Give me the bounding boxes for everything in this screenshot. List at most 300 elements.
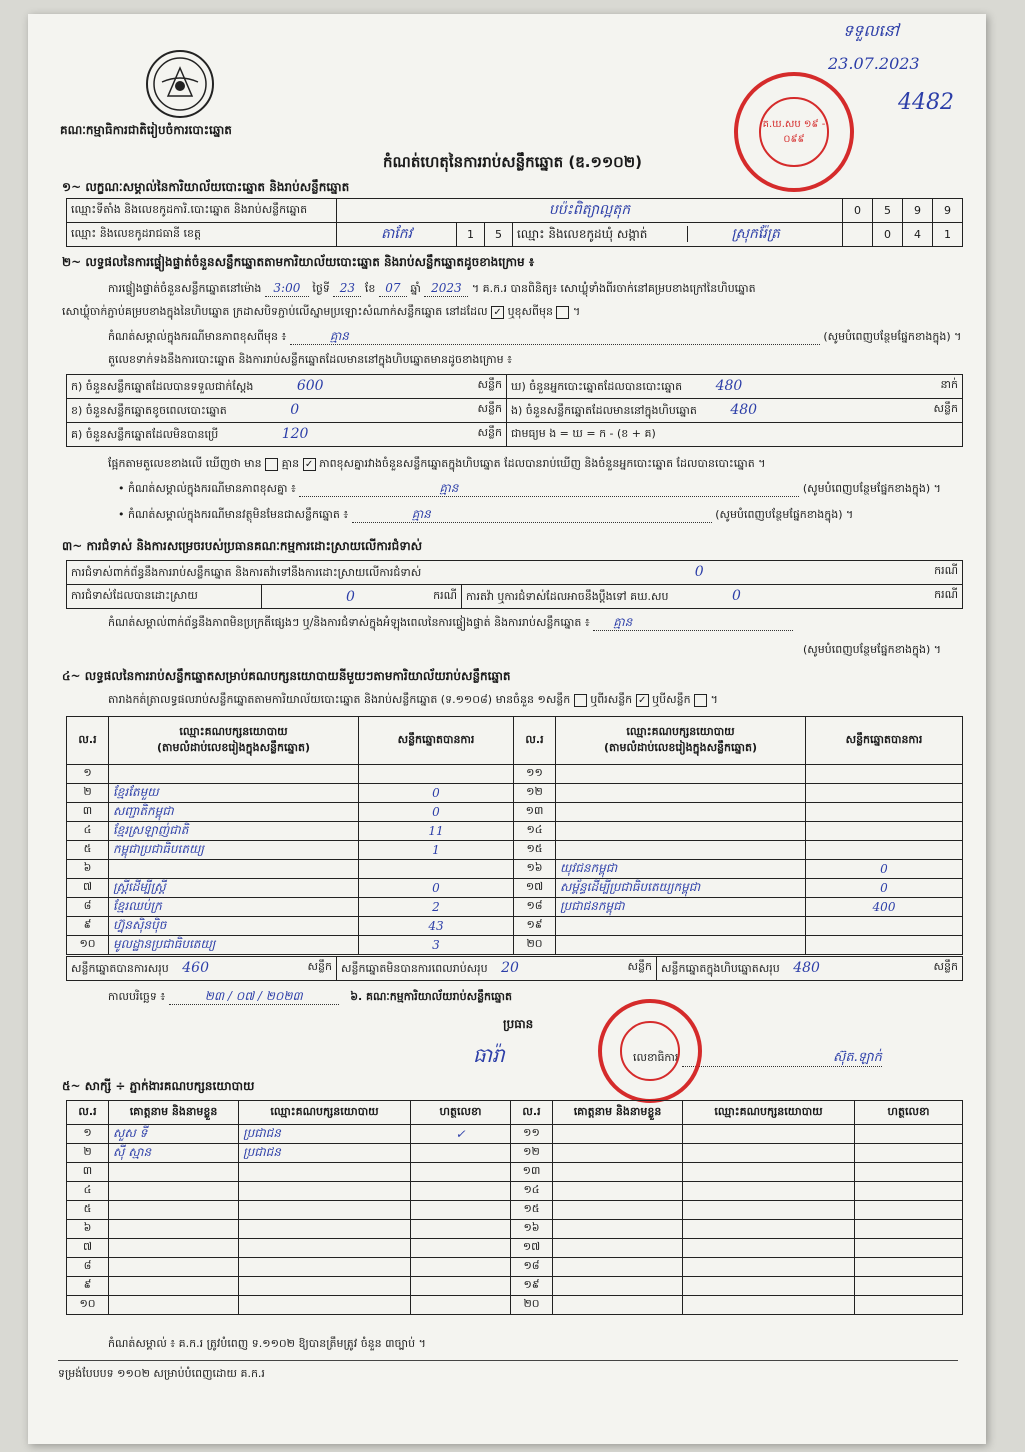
- witness-no: ១៧: [511, 1239, 553, 1258]
- figure-value: 600: [296, 377, 324, 394]
- result-votes: 11: [359, 822, 514, 841]
- witness-sign: [855, 1163, 963, 1182]
- witness-name: [109, 1163, 239, 1182]
- result-party: [109, 765, 359, 784]
- col-sign: ហត្ថលេខា: [411, 1101, 511, 1125]
- col-party-sub: (តាមលំដាប់លេខរៀងក្នុងសន្លឹកឆ្នោត): [604, 740, 757, 754]
- witness-sign: [411, 1182, 511, 1201]
- result-votes: 400: [806, 898, 963, 917]
- result-votes: [359, 860, 514, 879]
- figure-unit: សន្លឹក: [477, 401, 502, 415]
- result-party: ខ្មែរស្រឡាញ់ជាតិ: [109, 822, 359, 841]
- col-party: ឈ្មោះគណបក្សនយោបាយ: [239, 1101, 411, 1125]
- table-row: [67, 1220, 963, 1239]
- witness-name: [553, 1201, 683, 1220]
- witness-name: [109, 1239, 239, 1258]
- col-no: ល.រ: [67, 717, 109, 765]
- witness-party: ប្រជាជន: [239, 1144, 411, 1163]
- witness-sign: [855, 1220, 963, 1239]
- witness-no: ៣: [67, 1163, 109, 1182]
- no-difference-label: គ្មាន: [281, 457, 300, 470]
- handwritten-receipt-date: 23.07.2023: [828, 54, 920, 73]
- result-no: ១: [67, 765, 109, 784]
- witness-sign: [855, 1182, 963, 1201]
- official-stamp-top: [734, 72, 854, 192]
- no-difference-checkbox[interactable]: ✓: [303, 458, 316, 471]
- witness-no: ១៥: [511, 1201, 553, 1220]
- col-no: ល.រ: [67, 1101, 109, 1125]
- result-votes: 43: [359, 917, 514, 936]
- witness-table: [66, 1100, 963, 1315]
- col-party-title: ឈ្មោះគណបក្សនយោបាយ: [179, 724, 288, 738]
- result-no: ៥: [67, 841, 109, 860]
- commune-code-digit: 0: [873, 223, 903, 247]
- witness-sign: [411, 1258, 511, 1277]
- figure-unit: សន្លឹក: [477, 377, 502, 391]
- table-row: [67, 803, 963, 822]
- changed-checkbox[interactable]: [556, 306, 569, 319]
- witness-sign: ✓: [411, 1125, 511, 1144]
- three-sheets-label: ឬបីសន្លឹក: [652, 693, 691, 706]
- verification-line2: សោឃ្លុំចាក់ភ្ជាប់គម្របខាងក្នុងនៃហិបឆ្នោត ក្រដាសបិទភ្ជាប់លើស្នាមប្រឡោះសំណាក់សន្លឹកឆ្នោត នៅដដែល ✓ ឬខុសពីមុន ។: [62, 305, 581, 318]
- verification-day: 23: [333, 280, 361, 297]
- total-box-value: 480: [793, 959, 820, 976]
- section3-title: ៣~ ការជំទាស់ និងការសម្រេចរបស់ប្រធានគណៈកម្មការដោះស្រាយលើការជំទាស់: [62, 539, 423, 553]
- figure-unit: សន្លឹក: [477, 425, 502, 439]
- official-stamp-bottom: [598, 999, 702, 1103]
- objection-row-1: [67, 561, 963, 585]
- witness-party: [239, 1258, 411, 1277]
- section2-title: ២~ លទ្ធផលនៃការផ្ទៀងផ្ទាត់ចំនួនសន្លឹកឆ្នោតតាមការិយាល័យបោះឆ្នោត និងរាប់សន្លឹកឆ្នោតដូចខាងក្រោម ៖: [62, 255, 535, 269]
- result-votes: 0: [359, 784, 514, 803]
- witness-party: [683, 1296, 855, 1315]
- station-code-digit: 5: [873, 199, 903, 223]
- col-votes: សន្លឹកឆ្នោតបានការ: [359, 717, 514, 765]
- section4-title: ៤~ លទ្ធផលនៃការរាប់សន្លឹកឆ្នោតសម្រាប់គណបក្សនយោបាយនីមួយៗតាមការិយាល័យរាប់សន្លឹកឆ្នោត: [62, 669, 511, 683]
- table-row: [67, 1201, 963, 1220]
- witness-sign: [411, 1220, 511, 1239]
- witness-no: ១១: [511, 1125, 553, 1144]
- irregularities-note: [108, 614, 793, 631]
- result-no: ៦: [67, 860, 109, 879]
- date-value: ២៣ / ០៧ / ២០២៣: [169, 988, 339, 1005]
- result-party: ខ្មែរតែមួយ: [109, 784, 359, 803]
- witness-sign: [855, 1201, 963, 1220]
- bullet-note-2: [118, 506, 853, 523]
- witness-party: [683, 1182, 855, 1201]
- secretary-name: ស៊ុត.ឡាក់: [682, 1050, 882, 1067]
- station-code-digit: 9: [903, 199, 933, 223]
- result-no: ៨: [67, 898, 109, 917]
- result-party: [556, 822, 806, 841]
- resolved-unit: ករណី: [433, 588, 457, 602]
- footer-rule: [58, 1360, 958, 1361]
- total-valid-cell: [67, 957, 337, 981]
- result-party: [556, 765, 806, 784]
- province-code-digit: 1: [457, 223, 485, 247]
- stamp-bottom-inner: [620, 1021, 680, 1081]
- discrepancy-text: ផ្អែកតាមតួលេខខាងលើ ឃើញថា មាន: [108, 457, 262, 470]
- total-invalid-unit: សន្លឹក: [627, 959, 652, 973]
- table-row: [67, 1125, 963, 1144]
- total-box-cell: [657, 957, 963, 981]
- witness-party: [683, 1239, 855, 1258]
- result-party: កម្ពុជាប្រជាធិបតេយ្យ: [109, 841, 359, 860]
- total-invalid-value: 20: [501, 959, 519, 976]
- emblem-icon: [148, 52, 212, 116]
- witness-name: ស៊ី ស្មាន: [109, 1144, 239, 1163]
- witness-name: [553, 1239, 683, 1258]
- col-party-title: ឈ្មោះគណបក្សនយោបាយ: [626, 724, 735, 738]
- witness-party: [239, 1220, 411, 1239]
- figure-label: ក) ចំនួនសន្លឹកឆ្នោតដែលបានទទួលជាក់ស្តែង: [71, 379, 254, 393]
- day-label: ថ្ងៃទី: [312, 282, 330, 295]
- figure-label: ខ) ចំនួនសន្លឹកឆ្នោតខូចពេលបោះឆ្នោត: [71, 403, 227, 417]
- witness-name: [553, 1220, 683, 1239]
- result-party: [556, 803, 806, 822]
- province-code-digit: 5: [485, 223, 513, 247]
- table-row: [67, 765, 963, 784]
- result-party: មូលដ្ឋានប្រជាធិបតេយ្យ: [109, 936, 359, 955]
- commune-code-digit: [843, 223, 873, 247]
- table-row: [67, 917, 963, 936]
- witness-sign: [855, 1125, 963, 1144]
- figure-label: ឃ) ចំនួនអ្នកបោះឆ្នោតដែលបានបោះឆ្នោត: [511, 379, 683, 393]
- resolved-cell: [262, 585, 462, 609]
- witness-party: [683, 1220, 855, 1239]
- result-party: យុវជនកម្ពុជា: [556, 860, 806, 879]
- table-row: [67, 1277, 963, 1296]
- result-votes: [806, 841, 963, 860]
- station-code-digit: 9: [933, 199, 963, 223]
- result-votes: 2: [359, 898, 514, 917]
- station-code-digit: 0: [843, 199, 873, 223]
- witness-no: ១៣: [511, 1163, 553, 1182]
- witness-no: ៥: [67, 1201, 109, 1220]
- witness-no: ២០: [511, 1296, 553, 1315]
- bullet-value: គ្មាន: [352, 506, 712, 523]
- section1-table: [66, 198, 963, 247]
- witness-name: [109, 1258, 239, 1277]
- table-row: [67, 879, 963, 898]
- difference-note-label: កំណត់សម្គាល់ក្នុងករណីមានភាពខុសពីមុន ៖: [108, 330, 287, 343]
- table-row: [67, 898, 963, 917]
- witness-party: [683, 1163, 855, 1182]
- witness-party: [683, 1277, 855, 1296]
- results-sheet-count: តារាងកត់ត្រាលទ្ធផលរាប់សន្លឹកឆ្នោតតាមការិយាល័យបោះឆ្នោត និងរាប់សន្លឹកឆ្នោត (ទ.១១០៨) មានចំនួន ១សន្លឹក ឬពីរសន្លឹក ✓ ឬបីសន្លឹក ។: [108, 693, 718, 706]
- result-votes: 0: [806, 879, 963, 898]
- form-footer: ទម្រង់បែបបទ ១១០២ សម្រាប់បំពេញដោយ គ.ក.រ: [58, 1367, 265, 1380]
- results-table: [66, 716, 963, 955]
- witness-party: [239, 1201, 411, 1220]
- result-votes: [359, 765, 514, 784]
- section5-title: ៥~ សាក្សី ÷ ភ្នាក់ងារគណបក្សនយោបាយ: [62, 1079, 255, 1093]
- result-party: ស្ត្រីដើម្បីស្ត្រី: [109, 879, 359, 898]
- irregularities-value: គ្មាន: [593, 614, 793, 631]
- commune-code-digit: 1: [933, 223, 963, 247]
- result-party: [109, 860, 359, 879]
- irregularities-label: កំណត់សម្គាល់ពាក់ព័ន្ធនឹងភាពមិនប្រក្រតីផ្សេងៗ ឬ/និងការជំទាស់ក្នុងអំឡុងពេលនៃការផ្ទៀងផ្ទាត់ និងការរាប់សន្លឹកឆ្នោត ៖: [108, 616, 590, 629]
- figure-value: 0: [290, 401, 300, 418]
- result-party: សញ្ជាតិកម្ពុជា: [109, 803, 359, 822]
- result-no: ៩: [67, 917, 109, 936]
- figure-formula: ជាមធ្យម ង = ឃ = ក - (ខ + គ): [507, 423, 963, 447]
- col-no: ល.រ: [511, 1101, 553, 1125]
- result-party: [556, 936, 806, 955]
- handwritten-receipt-label: ទទួលនៅ: [843, 21, 899, 40]
- result-votes: 1: [359, 841, 514, 860]
- appeal-cell: [462, 585, 963, 609]
- witness-no: ៤: [67, 1182, 109, 1201]
- col-party: ឈ្មោះគណបក្សនយោបាយ: [683, 1101, 855, 1125]
- total-valid-label: សន្លឹកឆ្នោតបានការសរុប: [71, 961, 169, 975]
- unchanged-checkbox[interactable]: ✓: [491, 306, 504, 319]
- witness-sign: [855, 1296, 963, 1315]
- signing-date-line: [108, 988, 512, 1005]
- witness-no: ១២: [511, 1144, 553, 1163]
- result-no: ១៤: [514, 822, 556, 841]
- figure-unit: សន្លឹក: [933, 401, 958, 415]
- witness-no: ៨: [67, 1258, 109, 1277]
- witness-party: [683, 1258, 855, 1277]
- col-votes: សន្លឹកឆ្នោតបានការ: [806, 717, 963, 765]
- witness-name: [553, 1182, 683, 1201]
- witness-no: ១០: [67, 1296, 109, 1315]
- bullet-note-1: [118, 480, 941, 497]
- result-no: ១០: [67, 936, 109, 955]
- chair-label: ប្រធាន: [503, 1017, 534, 1031]
- irregularities-fill-note: (សូមបំពេញបន្ថែមផ្នែកខាងក្នុង) ។: [803, 643, 942, 656]
- result-no: ១១: [514, 765, 556, 784]
- total-valid-unit: សន្លឹក: [307, 959, 332, 973]
- result-no: ១៩: [514, 917, 556, 936]
- verification-rest: ។ គ.ក.រ បានពិនិត្យ៖ សោឃ្លុំទាំងពីរចាក់នៅគម្របខាងក្រៅនៃហិបឆ្នោត: [471, 282, 756, 295]
- result-no: ១២: [514, 784, 556, 803]
- witness-name: [109, 1182, 239, 1201]
- province-label: ឈ្មោះ និងលេខកូដរាជធានី ខេត្ត: [67, 223, 337, 247]
- result-no: ១៨: [514, 898, 556, 917]
- stamp-text: គ.ឃ.សប ១៩ - ០៩៩: [759, 97, 828, 166]
- appeal-label: ការតវ៉ា ឬការជំទាស់ដែលអាចនឹងប្ដឹងទៅ គឃ.សប: [466, 589, 669, 603]
- result-votes: 3: [359, 936, 514, 955]
- witness-name: [109, 1296, 239, 1315]
- objection-value: 0: [694, 563, 704, 580]
- witness-party: [239, 1296, 411, 1315]
- witness-name: [553, 1163, 683, 1182]
- witness-no: ១: [67, 1125, 109, 1144]
- col-name: គោត្តនាម និងនាមខ្លួន: [109, 1101, 239, 1125]
- result-no: ៣: [67, 803, 109, 822]
- result-no: ១៥: [514, 841, 556, 860]
- has-difference-checkbox[interactable]: [265, 458, 278, 471]
- witness-sign: [411, 1277, 511, 1296]
- objection-label: ការជំទាស់ពាក់ព័ន្ធនឹងការរាប់សន្លឹកឆ្នោត និងការតវ៉ាទៅនឹងការដោះស្រាយលើការជំទាស់: [71, 565, 422, 579]
- result-no: ១៣: [514, 803, 556, 822]
- witness-name: [553, 1296, 683, 1315]
- objection-unit: ករណី: [934, 563, 958, 577]
- figure-label: ង) ចំនួនសន្លឹកឆ្នោតដែលមាននៅក្នុងហិបឆ្នោត: [511, 403, 697, 417]
- table-row: [67, 822, 963, 841]
- two-sheets-label: ឬពីរសន្លឹក: [590, 693, 633, 706]
- result-party: ប្រជាជនកម្ពុជា: [556, 898, 806, 917]
- table-row: [67, 1182, 963, 1201]
- witness-name: [553, 1125, 683, 1144]
- commune-code-digit: 4: [903, 223, 933, 247]
- fill-note: (សូមបំពេញបន្ថែមផ្នែកខាងក្នុង) ។: [823, 330, 962, 343]
- witness-no: ១៤: [511, 1182, 553, 1201]
- total-box-label: សន្លឹកឆ្នោតក្នុងហិបឆ្នោតសរុប: [661, 961, 780, 975]
- table-row: [67, 1258, 963, 1277]
- result-no: ២០: [514, 936, 556, 955]
- resolved-label: ការជំទាស់ដែលបានដោះស្រាយ: [67, 585, 262, 609]
- figures-intro: តួលេខទាក់ទងនឹងការបោះឆ្នោត និងការរាប់សន្លឹកឆ្នោតដែលមាននៅក្នុងហិបឆ្នោតមានដូចខាងក្រោម ៖: [108, 353, 512, 366]
- figures-table: [66, 374, 963, 447]
- figure-unit: នាក់: [940, 377, 958, 391]
- resolved-value: 0: [346, 588, 355, 605]
- result-votes: [806, 784, 963, 803]
- result-party: [556, 841, 806, 860]
- result-party: [556, 917, 806, 936]
- objections-table: [66, 560, 963, 609]
- figure-value: 480: [730, 401, 758, 418]
- col-sign: ហត្ថលេខា: [855, 1101, 963, 1125]
- witness-sign: [855, 1258, 963, 1277]
- witness-party: ប្រជាជន: [239, 1125, 411, 1144]
- witness-party: [239, 1239, 411, 1258]
- witness-name: [553, 1144, 683, 1163]
- verification-line1: [108, 280, 756, 297]
- witness-sign: [411, 1296, 511, 1315]
- result-votes: [806, 917, 963, 936]
- result-no: ៧: [67, 879, 109, 898]
- agency-name: គណៈកម្មាធិការជាតិរៀបចំការបោះឆ្នោត: [60, 123, 232, 137]
- table-row: [67, 841, 963, 860]
- witness-name: [109, 1220, 239, 1239]
- result-no: ១៧: [514, 879, 556, 898]
- witness-party: [239, 1182, 411, 1201]
- result-party: [556, 784, 806, 803]
- table-row: [67, 1239, 963, 1258]
- witness-no: ៧: [67, 1239, 109, 1258]
- polling-station-label: ឈ្មោះទីតាំង និងលេខកូដការិ.បោះឆ្នោត និងរាប់សន្លឹកឆ្នោត: [67, 199, 337, 223]
- witness-party: [683, 1144, 855, 1163]
- table-row: [67, 860, 963, 879]
- footnote: កំណត់សម្គាល់ ៖ គ.ក.រ ត្រូវបំពេញ ទ.១១០២ ឱ្យបានត្រឹមត្រូវ ចំនួន ៣ច្បាប់ ។: [108, 1337, 426, 1350]
- results-sheet-text: តារាងកត់ត្រាលទ្ធផលរាប់សន្លឹកឆ្នោតតាមការិយាល័យបោះឆ្នោត និងរាប់សន្លឹកឆ្នោត (ទ.១១០៨) មានចំនួន ១សន្លឹក: [108, 693, 571, 706]
- witness-no: ២: [67, 1144, 109, 1163]
- figure-row-d: [507, 375, 963, 399]
- difference-note-value: គ្មាន: [290, 328, 820, 345]
- witness-party: [239, 1163, 411, 1182]
- col-name: គោត្តនាម និងនាមខ្លួន: [553, 1101, 683, 1125]
- commune-label: [513, 223, 843, 247]
- figure-row-c: [67, 423, 507, 447]
- fill-note: (សូមបំពេញបន្ថែមផ្នែកខាងក្នុង) ។: [802, 482, 941, 495]
- nec-logo: [146, 50, 214, 118]
- page-title: កំណត់ហេតុនៃការរាប់សន្លឹកឆ្នោត (ឌ.១១០២): [383, 153, 643, 171]
- figure-row-e: [507, 399, 963, 423]
- results-totals: [66, 956, 963, 981]
- result-party: ខ្មែរឈប់ក្រ: [109, 898, 359, 917]
- discrepancy-rest: ភាពខុសគ្នារវាងចំនួនសន្លឹកឆ្នោតក្នុងហិបឆ្នោត ដែលបានរាប់ឃើញ និងចំនួនអ្នកបោះឆ្នោត ដែលបានបោះឆ្នោត ។: [319, 457, 766, 470]
- verification-time: 3:00: [265, 280, 309, 297]
- witness-sign: [411, 1201, 511, 1220]
- figure-value: 480: [715, 377, 743, 394]
- witness-name: [109, 1201, 239, 1220]
- result-party: សម្ព័ន្ធដើម្បីប្រជាធិបតេយ្យកម្ពុជា: [556, 879, 806, 898]
- figure-value: 120: [281, 425, 309, 442]
- witness-sign: [855, 1277, 963, 1296]
- witness-no: ៩: [67, 1277, 109, 1296]
- result-votes: 0: [806, 860, 963, 879]
- verification-month: 07: [379, 280, 407, 297]
- witness-name: សួស ទី: [109, 1125, 239, 1144]
- appeal-unit: ករណី: [934, 587, 958, 601]
- witness-party: [683, 1201, 855, 1220]
- changed-label: ឬខុសពីមុន: [507, 305, 553, 318]
- figure-row-a: [67, 375, 507, 399]
- result-no: ១៦: [514, 860, 556, 879]
- handwritten-receipt-number: 4482: [898, 90, 954, 115]
- commune-value: ស្រុករ៉ែត្រ: [731, 226, 780, 242]
- secretary-label: លេខាធិការ: [633, 1051, 679, 1064]
- document-page: [28, 14, 986, 1444]
- year-label: ឆ្នាំ: [410, 282, 421, 295]
- province-value: តាកែវ: [337, 223, 457, 247]
- result-votes: [806, 803, 963, 822]
- discrepancy-line: [108, 456, 765, 472]
- figure-row-b: [67, 399, 507, 423]
- result-votes: [806, 765, 963, 784]
- figure-label: គ) ចំនួនសន្លឹកឆ្នោតដែលមិនបានប្រើ: [71, 427, 219, 441]
- witness-name: [553, 1277, 683, 1296]
- total-valid-value: 460: [182, 959, 209, 976]
- bullet-label: • កំណត់សម្គាល់ក្នុងករណីមានវត្ថុមិនមែនជាសន្លឹកឆ្នោត ៖: [118, 508, 349, 521]
- witness-sign: [411, 1163, 511, 1182]
- col-party-sub: (តាមលំដាប់លេខរៀងក្នុងសន្លឹកឆ្នោត): [157, 740, 310, 754]
- difference-note-line: [108, 328, 961, 345]
- two-sheets-checkbox[interactable]: ✓: [636, 694, 649, 707]
- total-box-unit: សន្លឹក: [933, 959, 958, 973]
- result-votes: [806, 936, 963, 955]
- table-row: [67, 936, 963, 955]
- verification-text: ការផ្ទៀងផ្ទាត់ចំនួនសន្លឹកឆ្នោតនៅម៉ោង: [108, 282, 262, 295]
- three-sheets-checkbox[interactable]: [694, 694, 707, 707]
- total-invalid-cell: [337, 957, 657, 981]
- witness-sign: [411, 1239, 511, 1258]
- witness-sign: [411, 1144, 511, 1163]
- verification-year: 2023: [424, 280, 468, 297]
- col-party: [109, 717, 359, 765]
- one-sheet-checkbox[interactable]: [574, 694, 587, 707]
- result-votes: [806, 822, 963, 841]
- witness-sign: [855, 1144, 963, 1163]
- polling-station-value: បប៉ះពិត្យាល្អតុក: [337, 199, 843, 223]
- table-row: [67, 1144, 963, 1163]
- result-no: ៤: [67, 822, 109, 841]
- witness-party: [683, 1125, 855, 1144]
- table-row: [67, 1296, 963, 1315]
- col-party: [556, 717, 806, 765]
- total-invalid-label: សន្លឹកឆ្នោតមិនបានការពេលរាប់សរុប: [341, 961, 488, 975]
- witness-party: [239, 1277, 411, 1296]
- table-row: [67, 784, 963, 803]
- result-votes: 0: [359, 879, 514, 898]
- witness-sign: [855, 1239, 963, 1258]
- witness-no: ៦: [67, 1220, 109, 1239]
- chair-signature: ធារ៉ា: [473, 1043, 505, 1067]
- bullet-value: គ្មាន: [299, 480, 799, 497]
